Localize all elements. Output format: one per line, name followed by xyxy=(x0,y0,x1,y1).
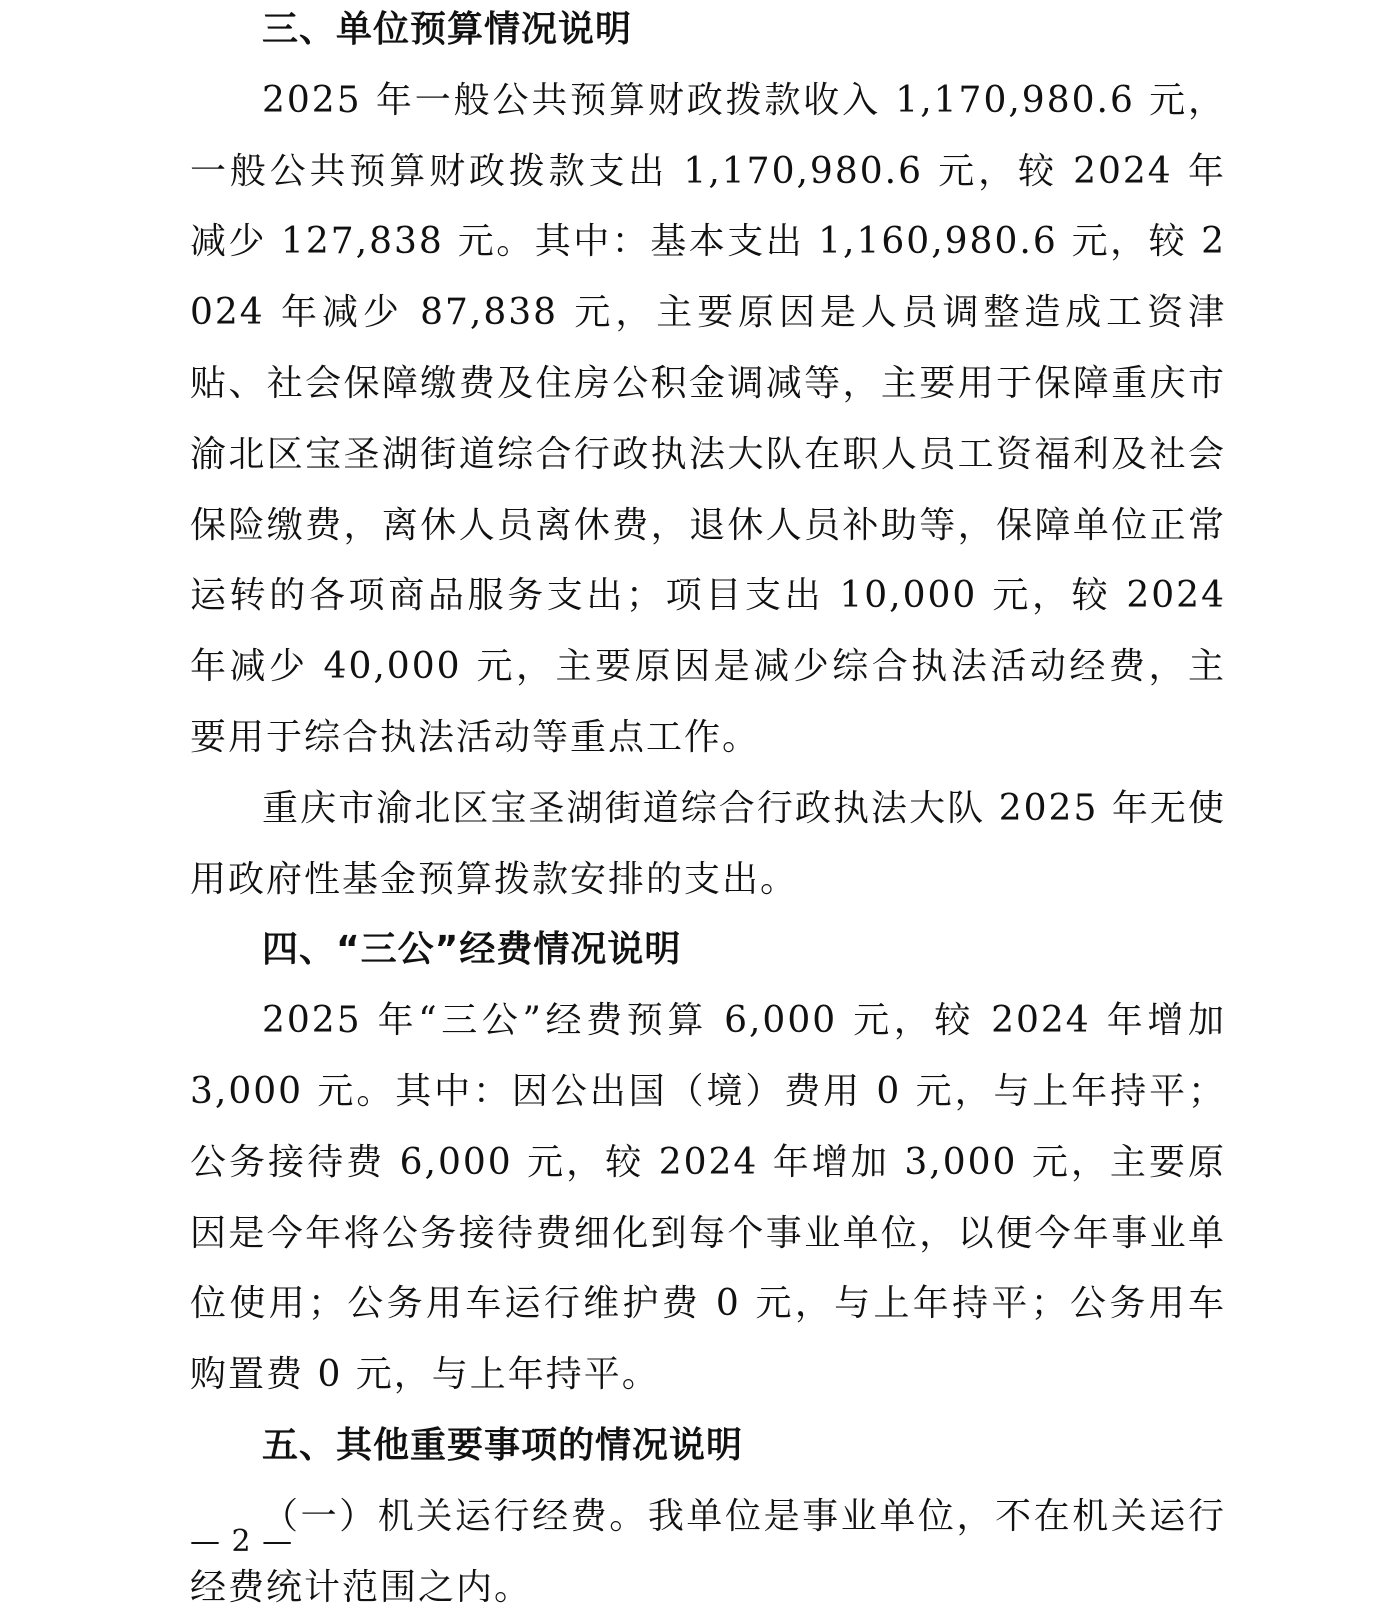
paragraph-three-public-detail: 2025 年“三公”经费预算 6,000 元，较 2024 年增加 3,000 元。其中：因公出国（境）费用 0 元，与上年持平；公务接待费 6,000 元，较 2024 年增加 3,000 元，主要原因是今年将公务接待费细化到每个事业单位，以便今年事业单位使用；公务用车运行维护费 0 元，与上年持平；公务用车购置费 0 元，与上年持平。 xyxy=(190,1000,1226,1396)
section-heading-budget: 三、单位预算情况说明 xyxy=(262,9,633,50)
section-heading-other-matters: 五、其他重要事项的情况说明 xyxy=(262,1424,744,1466)
paragraph-budget-detail: 2025 年一般公共预算财政拨款收入 1,170,980.6 元，一般公共预算财政拨款支出 1,170,980.6 元，较 2024 年减少 127,838 元。其中：基本支出 1,160,980.6 元，较 2024 年减少 87,838 元，主要原因是人员调整造成工资津贴、社会保障缴费及住房公积金调减等，主要用于保障重庆市渝北区宝圣湖街道综合行政执法大队在职人员工资福利及社会保险缴费，离休人员离休费，退休人员补助等，保障单位正常运转的各项商品服务支出；项目支出 10,000 元，较 2024 年减少 40,000 元，主要原因是减少综合执法活动经费，主要用于综合执法活动等重点工作。 xyxy=(190,79,1226,758)
paragraph-operating-expenses: （一）机关运行经费。我单位是事业单位，不在机关运行经费统计范围之内。 xyxy=(190,1495,1226,1608)
document-body xyxy=(190,0,1226,1623)
section-heading-three-public: 四、“三公”经费情况说明 xyxy=(262,929,682,971)
paragraph-government-fund: 重庆市渝北区宝圣湖街道综合行政执法大队 2025 年无使用政府性基金预算拨款安排的支出。 xyxy=(190,787,1226,900)
page-number: — 2 — xyxy=(190,1524,294,1559)
